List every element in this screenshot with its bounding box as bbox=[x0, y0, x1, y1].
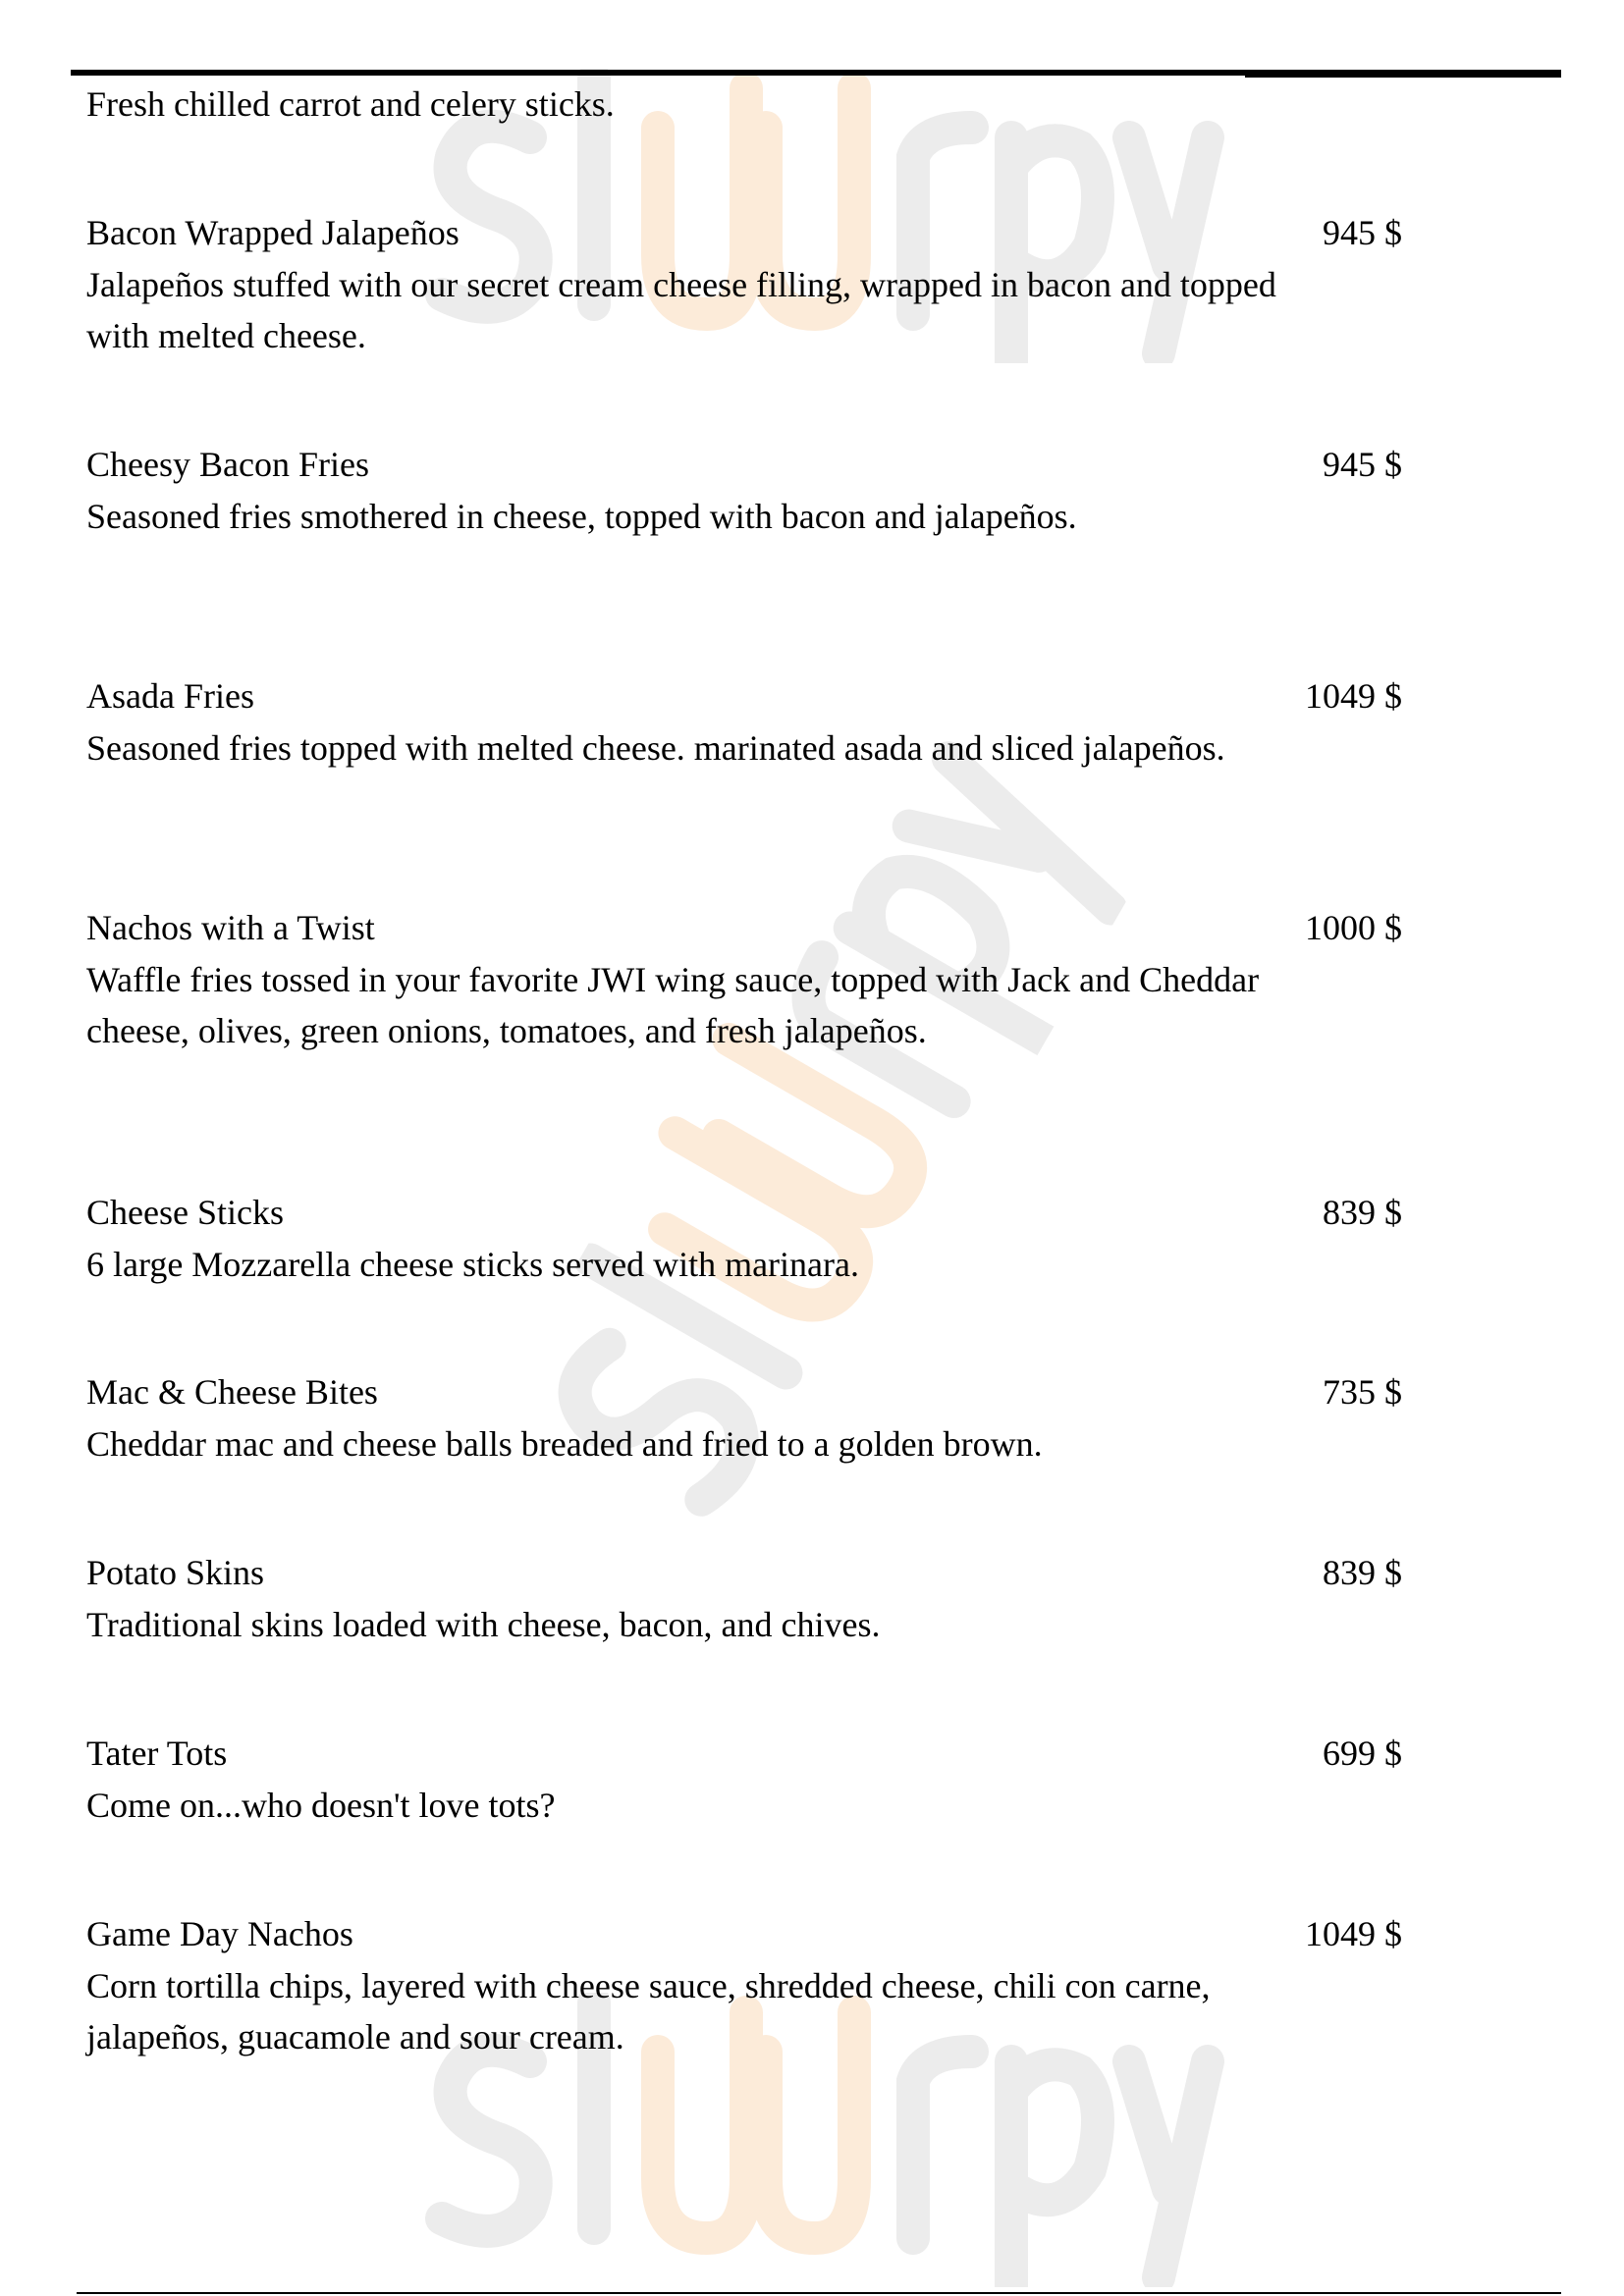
item-name: Nachos with a Twist bbox=[86, 908, 375, 947]
item-name: Game Day Nachos bbox=[86, 1914, 353, 1953]
menu-item bbox=[86, 670, 1402, 774]
item-price: 839 $ bbox=[1323, 1553, 1402, 1592]
menu-item bbox=[86, 207, 1402, 362]
item-price: 1000 $ bbox=[1305, 908, 1402, 947]
item-price: 1049 $ bbox=[1305, 1914, 1402, 1953]
item-price: 945 $ bbox=[1323, 445, 1402, 484]
item-description: Traditional skins loaded with cheese, bacon, and chives. bbox=[86, 1604, 881, 1644]
item-description: Come on...who doesn't love tots? bbox=[86, 1785, 556, 1825]
item-description: Corn tortilla chips, layered with cheese sauce, shredded cheese, chili con carne, jalapeños, guacamole and sour cream. bbox=[86, 1965, 1211, 2056]
item-description: Seasoned fries topped with melted cheese. marinated asada and sliced jalapeños. bbox=[86, 727, 1225, 768]
item-name: Potato Skins bbox=[86, 1553, 265, 1592]
item-name: Bacon Wrapped Jalapeños bbox=[86, 213, 460, 252]
top-divider bbox=[71, 70, 1245, 76]
menu-item bbox=[86, 902, 1402, 1057]
menu-item bbox=[86, 1187, 1402, 1290]
menu-item-intro bbox=[86, 79, 1402, 131]
item-price: 839 $ bbox=[1323, 1193, 1402, 1232]
menu-item bbox=[86, 1728, 1402, 1831]
menu-item bbox=[86, 1366, 1402, 1469]
item-price: 699 $ bbox=[1323, 1734, 1402, 1773]
menu-item bbox=[86, 439, 1402, 542]
item-description: Cheddar mac and cheese balls breaded and fried to a golden brown. bbox=[86, 1423, 1043, 1464]
item-name: Mac & Cheese Bites bbox=[86, 1372, 378, 1412]
item-price: 945 $ bbox=[1323, 213, 1402, 252]
item-name: Cheesy Bacon Fries bbox=[86, 445, 369, 484]
menu-item bbox=[86, 1908, 1402, 2063]
item-name: Cheese Sticks bbox=[86, 1193, 284, 1232]
menu-item bbox=[86, 1547, 1402, 1650]
item-description: Jalapeños stuffed with our secret cream cheese filling, wrapped in bacon and topped with melted cheese. bbox=[86, 264, 1276, 355]
item-price: 1049 $ bbox=[1305, 676, 1402, 716]
item-name: Asada Fries bbox=[86, 676, 254, 716]
item-price: 735 $ bbox=[1323, 1372, 1402, 1412]
bottom-divider bbox=[77, 2292, 1561, 2294]
item-name: Tater Tots bbox=[86, 1734, 228, 1773]
item-description: Fresh chilled carrot and celery sticks. bbox=[86, 84, 615, 124]
item-description: 6 large Mozzarella cheese sticks served with marinara. bbox=[86, 1244, 859, 1284]
item-description: Seasoned fries smothered in cheese, topped with bacon and jalapeños. bbox=[86, 496, 1077, 536]
item-description: Waffle fries tossed in your favorite JWI wing sauce, topped with Jack and Cheddar cheese, olives, green onions, tomatoes, and fresh jalapeños. bbox=[86, 959, 1260, 1050]
top-divider-right bbox=[1245, 70, 1561, 78]
